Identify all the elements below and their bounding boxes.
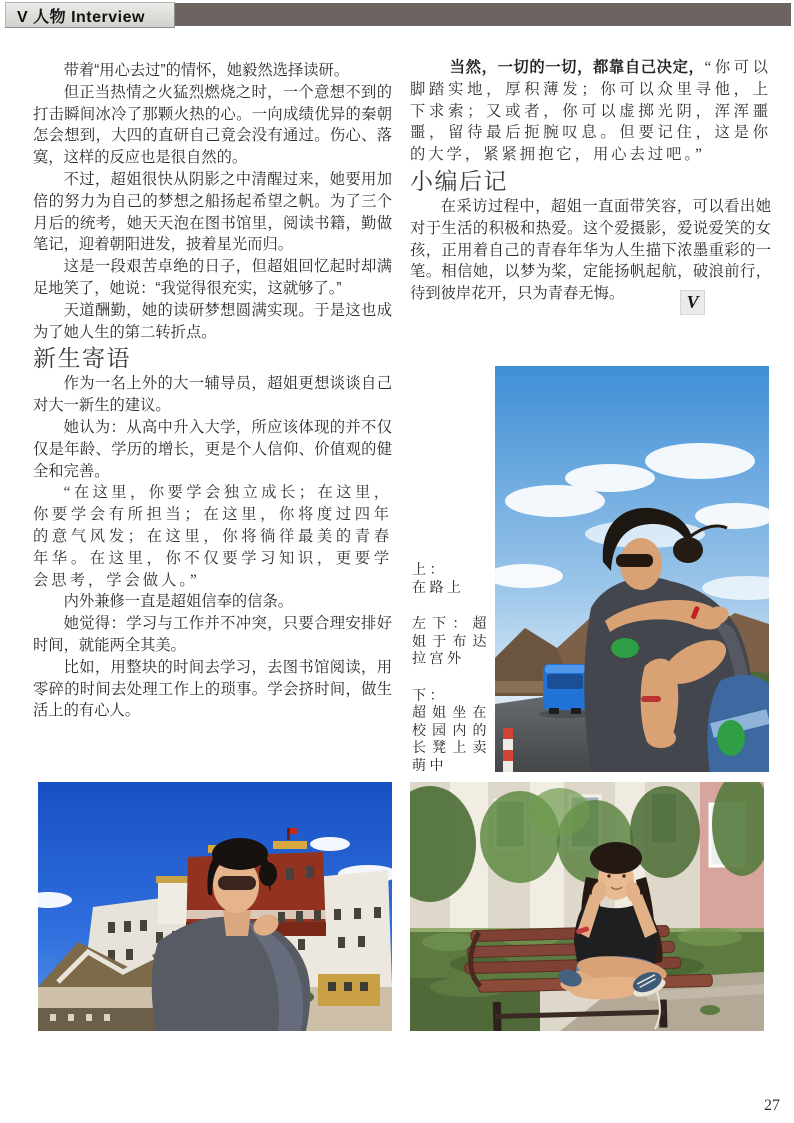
article-paragraph: 天道酬勤，她的读研梦想圆满实现。于是这也成为了她人生的第二转折点。 <box>33 301 392 341</box>
section-tab <box>5 2 175 28</box>
caption-text: 超姐于布达拉宫外 <box>412 617 490 667</box>
article-paragraph: 她认为：从高中升入大学，所应该体现的并不仅仅是年龄、学历的增长，更是个人信仰、价值观的健全和完善。 <box>33 418 392 480</box>
caption-top <box>412 562 490 597</box>
photo-potala-palace <box>38 782 392 1031</box>
caption-label: 下： <box>412 688 447 704</box>
article-paragraph: 带着“用心去过”的情怀，她毅然选择读研。 <box>63 62 350 79</box>
photo-campus-bench <box>410 782 764 1031</box>
left-column <box>33 60 392 722</box>
lead-text: 当然，一切的一切，都靠自己决定， <box>449 59 705 76</box>
afterword-text: 在采访过程中，超姐一直面带笑容，可以看出她对于生活的积极和热爱。这个爱摄影，爱说爱笑的女孩，正用着自己的青春年华为人生描下浓墨重彩的一笔。相信她，以梦为桨，定能扬帆起航，破浪前行，待到彼岸花开，只为青春无悔。 <box>410 197 771 303</box>
pull-quote: “在这里，你要学会独立成长；在这里，你要学会有所担当；在这里，你将度过四年的意气风发；在这里，你将徜徉最美的青春年华。在这里，你不仅要学习知识，更要学会思考，学会做人。” <box>33 484 392 589</box>
photo-captions <box>412 562 490 794</box>
article-paragraph <box>410 57 771 166</box>
article-paragraph: 作为一名上外的大一辅导员，超姐更想谈谈自己对大一新生的建议。 <box>33 375 392 415</box>
article-paragraph: 内外兼修一直是超姐信奉的信条。 <box>63 593 294 611</box>
article-paragraph: 但正当热情之火猛烈燃烧之时，一个意想不到的打击瞬间冰冷了那颗火热的心。一向成绩优异的秦朝怎会想到，大四的直研自己竟会没有通过。伤心、落寞，这样的反应也是很自然的。 <box>33 83 392 167</box>
caption-bottom-left <box>412 616 490 669</box>
section-title-freshman-message: 新生寄语 <box>33 345 131 372</box>
article-paragraph: 不过，超姐很快从阴影之中清醒过来，她要用加倍的努力为自己的梦想之船扬起希望之帆。为了三个月后的统考，她天天泡在图书馆里，阅读书籍，勤做笔记，迎着朝阳进发，披着星光而归。 <box>33 170 392 254</box>
caption-text: 超姐坐在校园内的长凳上卖萌中 <box>412 706 490 774</box>
caption-bottom <box>412 688 490 776</box>
caption-label: 上： <box>412 563 447 578</box>
right-column <box>410 57 771 315</box>
photo-block <box>410 366 771 772</box>
page-number: 27 <box>764 1097 780 1114</box>
article-paragraph: 她觉得：学习与工作并不冲突，只要合理安排好时间，就能两全其美。 <box>33 615 392 654</box>
article-paragraph <box>410 196 771 315</box>
caption-label: 左下： <box>412 617 473 632</box>
photo-on-the-road <box>495 366 769 772</box>
article-paragraph: 比如，用整块的时间去学习，去图书馆阅读，用零碎的时间去处理工作上的琐事。学会挤时间，做生活上的有心人。 <box>33 658 392 720</box>
article-paragraph: 这是一段艰苦卓绝的日子，但超姐回忆起时却满足地笑了，她说：“我觉得很充实，这就够了。” <box>33 258 392 297</box>
caption-text: 在路上 <box>412 580 465 596</box>
section-tab-label: V 人物 Interview <box>17 8 145 26</box>
section-title-editor-note: 小编后记 <box>410 167 508 194</box>
end-of-article-mark: V <box>680 290 705 315</box>
pull-quote: “你可以脚踏实地，厚积薄发；你可以众里寻他，上下求索；又或者，你可以虚掷光阴，浑浑噩噩，留待最后扼腕叹息。但要记住，这是你的大学，紧紧拥抱它，用心去过吧。” <box>410 59 771 164</box>
